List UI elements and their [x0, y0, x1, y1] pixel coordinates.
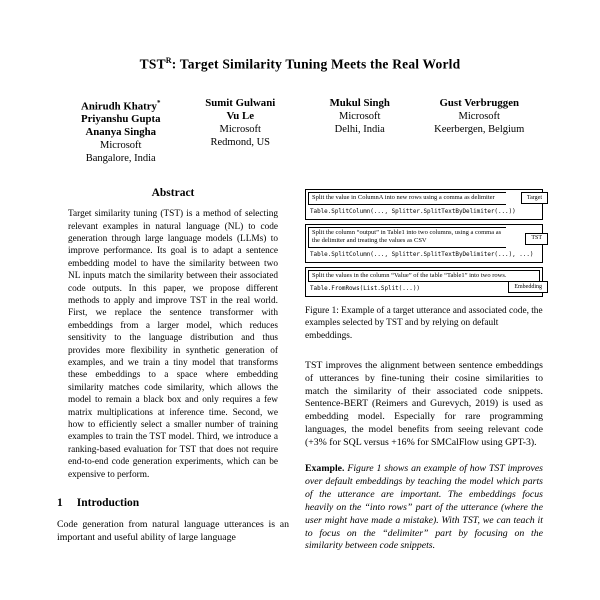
figure-example-target	[305, 189, 543, 220]
figure-1	[305, 189, 543, 342]
author-affiliation: Bangalore, India	[85, 153, 156, 165]
abstract-text: Target similarity tuning (TST) is a method of selecting relevant examples in natural language (NL) to code generation through large language models (LLMs) to improve performance. Its goal is to adapt a sentence embedding model to have the similarity between two NL inputs match the similarity between their associated code outputs. In this paper, we propose different methods to apply and improve TST in the real world. First, we replace the sentence transformer with embeddings from a larger model, which reduces sensitivity to the language distribution and thus provides more flexibility in synthetic generation of examples, and we train a tiny model that transforms these embeddings to a space where embedding similarity matches code similarity, which allows the model to remain a black box and only requires a few matrix multiplications at inference time. Second, we how to efficiently select a smaller number of training examples to train the TST model. Third, we introduce a ranking-based evaluation for TST that does not require end-to-end code generation experiments, which can be expensive to perform.	[68, 209, 278, 480]
author-name: Gust Verbruggen	[439, 96, 519, 109]
figure-example-embedding	[305, 267, 543, 298]
author-affiliation: Microsoft	[100, 140, 142, 152]
author-column-1	[61, 97, 181, 166]
left-column	[57, 187, 289, 553]
author-affiliation: Microsoft	[219, 123, 261, 135]
author-affiliation: Delhi, India	[334, 123, 385, 135]
author-affiliation: Keerbergen, Belgium	[434, 123, 525, 135]
author-name: Sumit Gulwani	[205, 96, 276, 109]
two-column-body	[57, 187, 543, 553]
paper-title	[57, 56, 543, 73]
tag-embedding: Embedding	[508, 281, 548, 293]
author-block	[57, 97, 543, 166]
title-pre: TST	[139, 56, 166, 72]
author-column-4	[420, 97, 540, 166]
title-rest: : Target Similarity Tuning Meets the Real World	[171, 56, 461, 72]
example-paragraph	[305, 463, 543, 553]
example-label: Example.	[305, 463, 345, 475]
author-affiliation: Microsoft	[458, 110, 500, 122]
title-superscript: R	[165, 56, 172, 65]
author-column-2	[181, 97, 301, 166]
tag-target: Target	[521, 192, 548, 204]
author-name: Anirudh Khatry*	[81, 98, 161, 113]
author-name: Ananya Singha	[85, 126, 156, 139]
code-box: Table.FromRows(List.Split(...))	[310, 286, 420, 293]
utterance-box: Split the values in the column “Value” of the table “Table1” into two rows.	[308, 270, 540, 283]
introduction-text: Code generation from natural language utterances is an important and useful ability of large language	[57, 519, 289, 543]
section-heading-introduction	[57, 497, 289, 509]
example-text: Figure 1 shows an example of how TST improves over default embeddings by teaching the model which parts of the utterance are important. The embeddings focus heavily on the “into rows” part of the utterance (where the user might have made a mistake). With TST, we can teach it to focus on the “delimiter” part by focusing on the similarity between code snippets.	[305, 463, 543, 552]
author-affiliation: Redmond, US	[210, 136, 270, 148]
section-title: Introduction	[76, 497, 140, 510]
author-name: Mukul Singh	[329, 96, 390, 109]
author-column-3	[300, 97, 420, 166]
author-name: Priyanshu Gupta	[80, 113, 161, 126]
paragraph-tst-alignment: TST improves the alignment between sentence embeddings of utterances by fine-tuning their cosine similarities to match the similarity of their associated code snippets. Sentence-BERT (Reimers and Gurevych, 2019) is used as embedding model. Especially for rare programming languages, the model benefits from seeing relevant code (+3% for SQL versus +16% for SMCalFlow using GPT-3).	[305, 359, 543, 449]
right-column	[305, 187, 543, 553]
author-name: Vu Le	[226, 109, 254, 122]
figure-example-tst	[305, 224, 543, 263]
code-box: Table.SplitColumn(..., Splitter.SplitTextByDelimiter(...))	[310, 208, 516, 215]
utterance-box: Split the value in ColumnA into new rows using a comma as delimiter	[308, 192, 506, 205]
figure-caption: Figure 1: Example of a target utterance and associated code, the examples selected by TST and by relying on default embeddings.	[305, 306, 543, 341]
section-number: 1	[57, 497, 63, 510]
author-affiliation: Microsoft	[339, 110, 381, 122]
utterance-box: Split the column “output” in Table1 into two columns, using a comma as the delimiter and treating the values as CSV	[308, 227, 506, 248]
code-box: Table.SplitColumn(..., Splitter.SplitTextByDelimiter(...), ...)	[310, 251, 534, 258]
abstract-heading: Abstract	[151, 187, 195, 200]
author-asterisk: *	[156, 98, 161, 107]
tag-tst: TST	[525, 233, 548, 245]
